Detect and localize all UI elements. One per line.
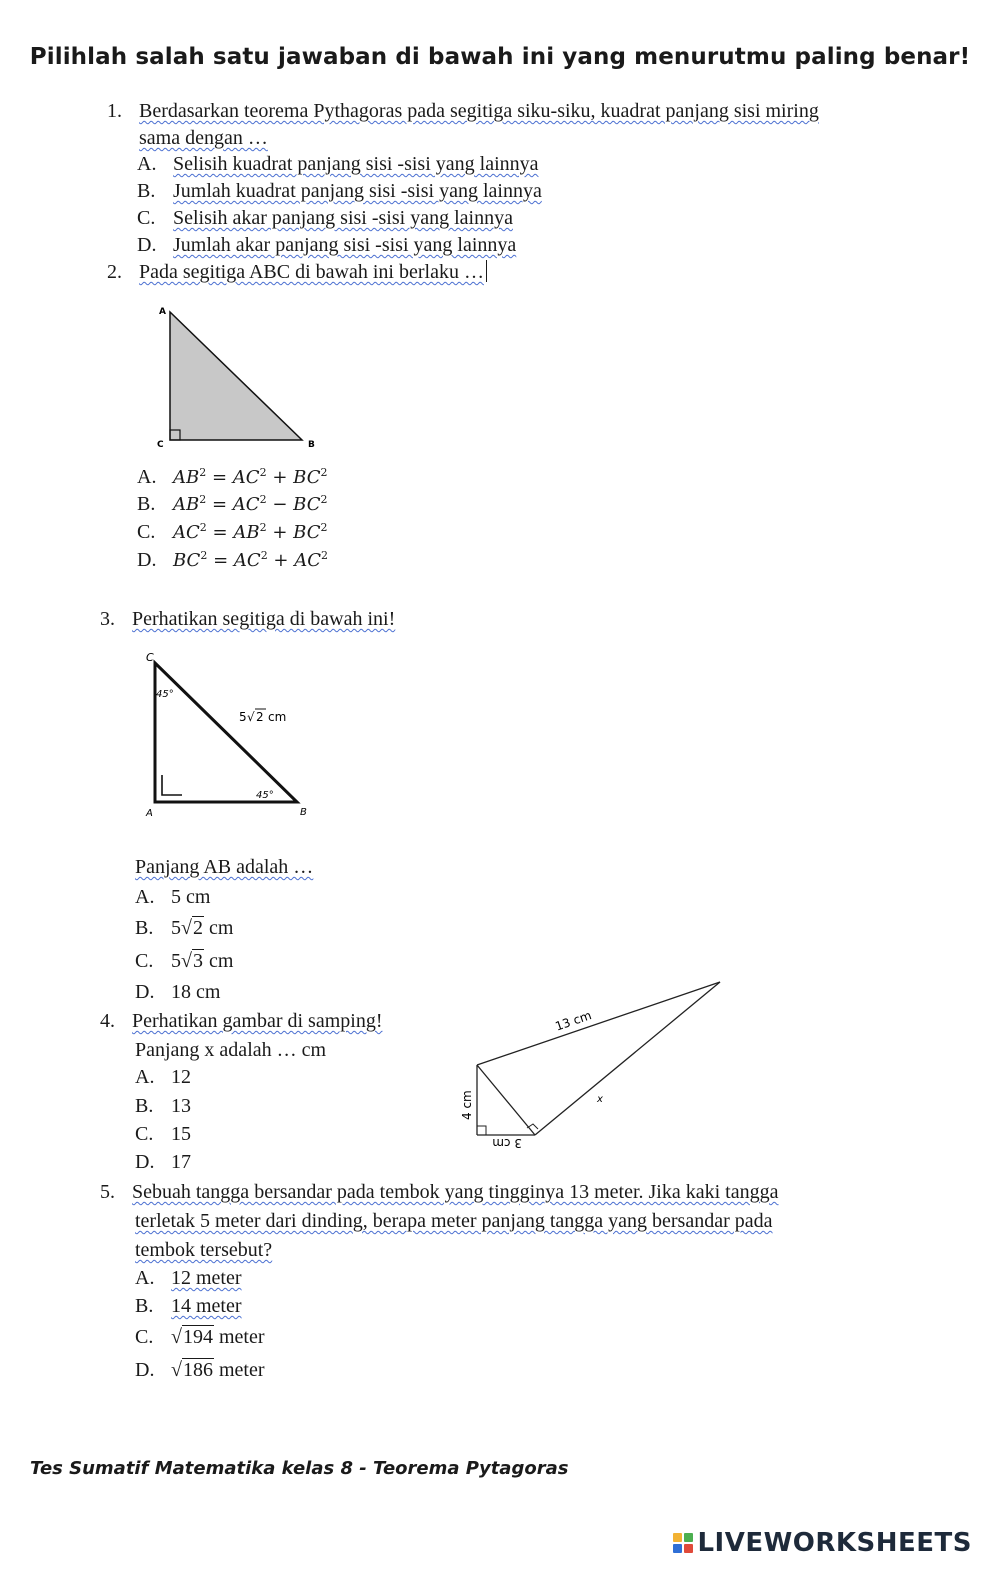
q3-text: Perhatikan segitiga di bawah ini! <box>132 608 396 630</box>
q2-number: 2. <box>107 261 122 283</box>
q5-option-b[interactable]: B. 14 meter <box>135 1295 242 1317</box>
q5-stem-line1 <box>100 1179 778 1206</box>
q1-text-line2: sama dengan … <box>139 127 268 149</box>
q4-question: Panjang x adalah … cm <box>135 1039 327 1061</box>
q4-stem <box>100 1008 383 1035</box>
svg-text:2: 2 <box>256 710 264 724</box>
text-cursor <box>486 260 488 282</box>
q2-triangle-figure <box>150 300 325 460</box>
q3-hypotenuse-label <box>239 709 286 724</box>
q4-side-x <box>535 982 720 1135</box>
q4-label-4: 4 cm <box>460 1090 474 1120</box>
logo-text: LIVEWORKSHEETS <box>697 1528 972 1558</box>
q2-stem <box>107 259 487 286</box>
page-title: Pilihlah salah satu jawaban di bawah ini yang menurutmu paling benar! <box>29 44 971 70</box>
q3-triangle <box>155 663 297 802</box>
q1-option-d[interactable]: D. Jumlah akar panjang sisi -sisi yang lainnya <box>137 234 517 256</box>
q3-question: Panjang AB adalah … <box>135 856 314 878</box>
q3-stem <box>100 606 395 633</box>
q1-text-line1: Berdasarkan teorema Pythagoras pada segitiga siku-siku, kuadrat panjang sisi miring <box>139 100 819 122</box>
q5-line1: Sebuah tangga bersandar pada tembok yang tingginya 13 meter. Jika kaki tangga <box>132 1181 779 1203</box>
q2-text: Pada segitiga ABC di bawah ini berlaku … <box>139 261 484 283</box>
q5-option-c[interactable]: C. √194 meter <box>135 1326 265 1348</box>
q4-option-a[interactable]: A. 12 <box>135 1066 191 1088</box>
q3-label-c: C <box>146 651 154 664</box>
q3-option-d[interactable]: D. 18 cm <box>135 981 221 1003</box>
q4-label-13: 13 cm <box>553 1008 594 1034</box>
q1-option-b[interactable]: B. Jumlah kuadrat panjang sisi -sisi yang lainnya <box>137 180 542 202</box>
q3-label-b: B <box>300 807 307 818</box>
liveworksheets-logo[interactable] <box>673 1528 972 1558</box>
q2-label-c: C <box>157 440 164 450</box>
q4-figure <box>455 975 735 1155</box>
q3-label-a: A <box>146 808 153 819</box>
q3-option-a[interactable]: A. 5 cm <box>135 886 211 908</box>
q1-option-c[interactable]: C. Selisih akar panjang sisi -sisi yang lainnya <box>137 207 513 229</box>
q4-hypotenuse-13 <box>477 982 720 1065</box>
q1-number: 1. <box>107 100 122 122</box>
q3-triangle-figure <box>140 645 320 825</box>
q3-angle-c: 45° <box>156 689 174 700</box>
right-angle-marker <box>162 775 182 795</box>
q3-option-c[interactable]: C. 5√3 cm <box>135 950 234 972</box>
q5-line2: terletak 5 meter dari dinding, berapa meter panjang tangga yang bersandar pada <box>135 1210 773 1232</box>
q3-option-b[interactable]: B. 5√2 cm <box>135 917 234 939</box>
q4-option-c[interactable]: C. 15 <box>135 1123 191 1145</box>
q1-option-a[interactable]: A. Selisih kuadrat panjang sisi -sisi yang lainnya <box>137 153 539 175</box>
q2-option-c[interactable]: C. $AC^2 = AB^2 + BC^2$ <box>137 521 328 543</box>
svg-text:√: √ <box>247 710 255 724</box>
svg-text:5: 5 <box>239 710 247 724</box>
q2-option-a[interactable]: A. $AB^2 = AC^2 + BC^2$ <box>137 466 328 488</box>
q4-option-d[interactable]: D. 17 <box>135 1151 191 1173</box>
q2-option-b[interactable]: B. $AB^2 = AC^2 - BC^2$ <box>137 493 328 515</box>
q4-option-b[interactable]: B. 13 <box>135 1095 191 1117</box>
q4-label-3: 3 cm <box>492 1136 522 1150</box>
q4-label-x: x <box>597 1094 603 1105</box>
q2-triangle <box>170 312 302 440</box>
q5-option-d[interactable]: D. √186 meter <box>135 1359 265 1381</box>
q1-stem-line1 <box>107 98 819 125</box>
q2-option-d[interactable]: D. $BC^2 = AC^2 + AC^2$ <box>137 549 329 571</box>
q5-line3: tembok tersebut? <box>135 1239 273 1261</box>
q2-label-a: A <box>159 307 166 317</box>
q2-label-b: B <box>308 440 315 450</box>
q3-angle-b: 45° <box>256 790 274 801</box>
q4-diagonal <box>477 1065 535 1135</box>
logo-icon <box>673 1533 693 1553</box>
right-angle-marker <box>477 1126 486 1135</box>
svg-text:cm: cm <box>268 710 287 724</box>
q4-text: Perhatikan gambar di samping! <box>132 1010 383 1032</box>
q5-number: 5. <box>100 1181 115 1203</box>
footer-caption: Tes Sumatif Matematika kelas 8 - Teorema Pytagoras <box>30 1458 569 1479</box>
q4-number: 4. <box>100 1010 115 1032</box>
q5-option-a[interactable]: A. 12 meter <box>135 1267 242 1289</box>
q3-number: 3. <box>100 608 115 630</box>
